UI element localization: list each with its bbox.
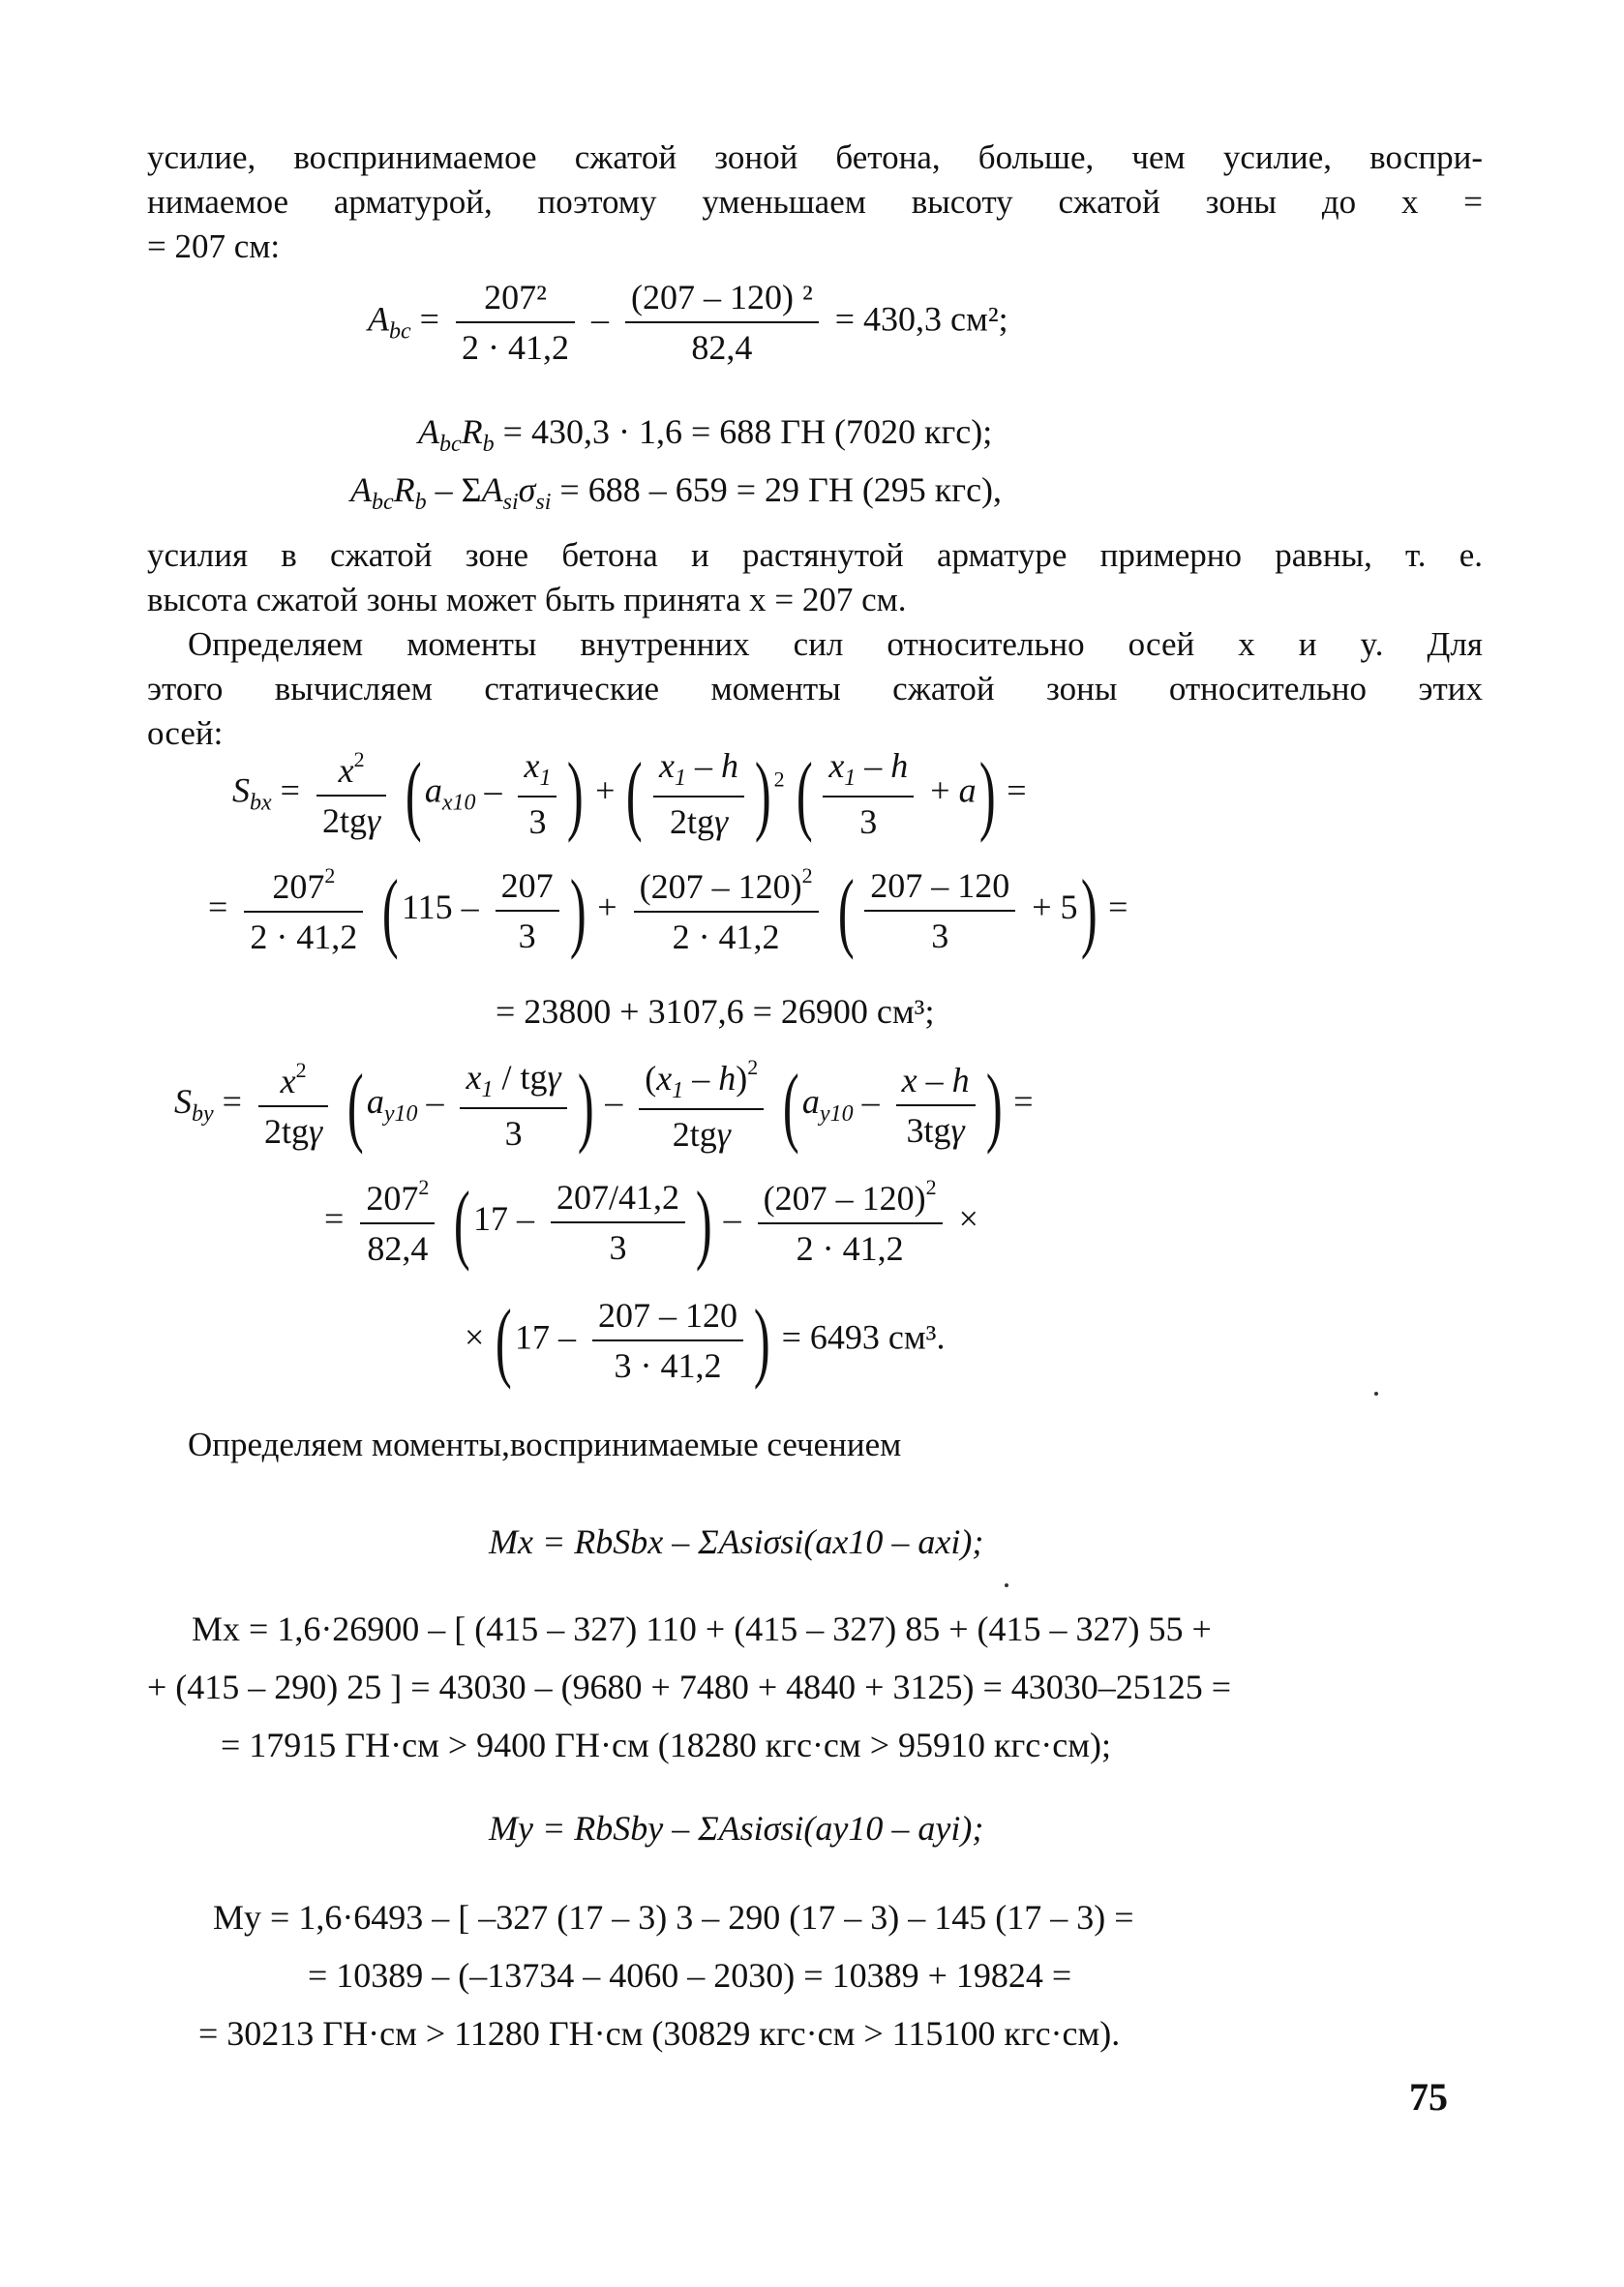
fraction-numerator: 207²	[456, 277, 575, 323]
equation-my-2: = 10389 – (–13734 – 4060 – 2030) = 10389 + 19824 =	[308, 1956, 1072, 1995]
eq-rhs: = 430,3 · 1,6 = 688 ГН (7020 кгс);	[502, 412, 993, 451]
eq-result: = 430,3 см²;	[834, 299, 1008, 339]
paragraph-line: высота сжатой зоны может быть принята x = 207 см.	[147, 581, 907, 618]
paragraph-line: этого вычисляем статические моменты сжатой зоны относительно этих	[147, 670, 1483, 707]
paragraph-line: Определяем моменты внутренних сил относительно осей x и y. Для	[188, 625, 1483, 663]
paragraph-line: Определяем моменты,воспринимаемые сечением	[188, 1426, 902, 1463]
equation-abcrb-diff: $A_{bc}R_b - \Sigma A_{si}\sigma_{si} = 688 - 659 = 29$ ГН (295 кгс),	[350, 470, 1003, 515]
paragraph-line: осей:	[147, 714, 224, 752]
equation-my-3: = 30213 ГН·см > 11280 ГН·см (30829 кгс·см > 115100 кгс·см).	[198, 2014, 1121, 2053]
equation-mx-formula: Mx = RbSbx – ΣAsiσsi(ax10 – axi);	[489, 1522, 984, 1561]
scan-speck	[1374, 1392, 1378, 1396]
eq-result: = 6493 см³.	[781, 1317, 946, 1357]
paragraph-line: усилие, воспринимаемое сжатой зоной бетона, больше, чем усилие, воспри-	[147, 138, 1483, 176]
paragraph-line: нимаемое арматурой, поэтому уменьшаем высоту сжатой зоны до x =	[147, 183, 1483, 221]
eq-lhs: A	[368, 299, 389, 339]
fraction	[625, 277, 819, 368]
equation-sbx-1: $S_{bx}$ = $\frac{x^2}{\text{2tgγ}}$ ($a_{x10}$ – $\frac{x_1}{3}$ ) + ( $\frac{x_1 - h}{\text{2tgγ}}$ ) $^2$ ( $\frac{x_1 - h}{3}$ + a) =	[232, 744, 1027, 843]
equation-sbx-2: = $\frac{207^2}{2 \cdot 41,2}$ (115 – $\frac{207}{3}$ ) + $\frac{(207 - 120)^2}{2 \cdot 41,2}$ ( $\frac{207 - 120}{3}$ + 5) =	[208, 860, 1128, 960]
equation-my-1: My = 1,6·6493 – [ –327 (17 – 3) 3 – 290 (17 – 3) – 145 (17 – 3) =	[213, 1898, 1134, 1937]
equation-sby-1: $S_{by}$ = $\frac{x^2}{\text{2tgγ}}$ ($a_{y10}$ – $\frac{x_1 / tg\gamma}{3}$ ) – $\frac{(x_1 - h)^2}{\text{2tgγ}}$ ($a_{y10}$ – $\frac{x - h}{\text{3tgγ}}$ ) =	[174, 1055, 1034, 1155]
equation-mx-2: + (415 – 290) 25 ] = 43030 – (9680 + 7480 + 4840 + 3125) = 43030–25125 =	[147, 1668, 1232, 1706]
equation-sbx-3: = 23800 + 3107,6 = 26900 см³;	[496, 992, 935, 1031]
equation-mx-3: = 17915 ГН·см > 9400 ГН·см (18280 кгс·см > 95910 кгс·см);	[221, 1726, 1111, 1764]
fraction	[456, 277, 575, 368]
scan-speck	[1005, 1583, 1008, 1587]
equation-my-formula: My = RbSby – ΣAsiσsi(ay10 – ayi);	[489, 1809, 984, 1848]
equation-abc: $A_{bc}$ = $\frac{\text{207²}}{2 \cdot 41,2}$ – $\frac{\text{(207 – 120) ²}}{82,4}$ = 430,3 см²;	[368, 278, 1008, 367]
equation-sby-2: = $\frac{207^2}{82,4}$ (17 – $\frac{207/41,2}{3}$ ) – $\frac{(207 - 120)^2}{2 \cdot 41,2}$ ×	[324, 1172, 978, 1272]
paragraph-line: = 207 см:	[147, 227, 281, 265]
eq-sub: bc	[389, 318, 411, 345]
fraction-numerator: (207 – 120) ²	[625, 277, 819, 323]
equation-sby-3: × (17 – $\frac{207 - 120}{3 \cdot 41,2}$ ) = 6493 см³.	[465, 1291, 946, 1390]
equation-mx-1: Mx = 1,6·26900 – [ (415 – 327) 110 + (415 – 327) 85 + (415 – 327) 55 +	[192, 1610, 1212, 1648]
eq-rhs: = 688 – 659 = 29 ГН (295 кгс),	[559, 470, 1003, 509]
paragraph-line: усилия в сжатой зоне бетона и растянутой арматуре примерно равны, т. е.	[147, 536, 1483, 574]
fraction-denominator: 2 · 41,2	[461, 328, 569, 367]
page-number: 75	[1409, 2075, 1448, 2119]
fraction-denominator: 82,4	[691, 328, 753, 367]
equation-abcrb: $A_{bc}R_b = 430,3 \cdot 1,6 = 688$ ГН (7020 кгс);	[418, 412, 993, 457]
